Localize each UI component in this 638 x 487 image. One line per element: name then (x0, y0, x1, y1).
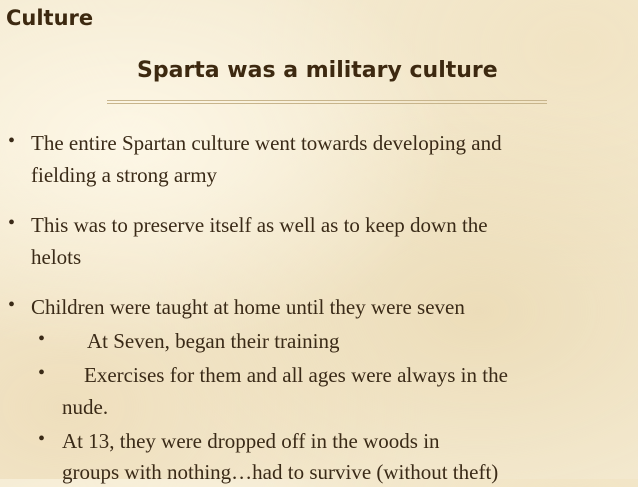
sub-bullet-text: groups with nothing…had to survive (without theft) (62, 460, 499, 484)
bullet-text: The entire Spartan culture went towards developing and (31, 131, 502, 155)
bullet-text: This was to preserve itself as well as to keep down the (31, 213, 488, 237)
sub-bullet-text: At 13, they were dropped off in the woods in (62, 429, 440, 453)
section-label: Culture (6, 6, 94, 30)
sub-bullet-marker: • (38, 328, 46, 350)
sub-bullet-text: nude. (62, 395, 109, 419)
sub-bullet-text: Exercises for them and all ages were always in the (84, 363, 508, 387)
sub-bullet-marker: • (38, 362, 46, 384)
bullet-marker: • (8, 294, 16, 316)
bullet-text: helots (31, 245, 82, 269)
sub-bullet-marker: • (38, 428, 46, 450)
bullet-marker: • (8, 130, 16, 152)
bullet-marker: • (8, 212, 16, 234)
slide-title: Sparta was a military culture (137, 58, 498, 83)
sub-bullet-text: At Seven, began their training (87, 329, 340, 353)
title-divider (107, 100, 547, 106)
bullet-text: Children were taught at home until they were seven (31, 295, 465, 319)
bullet-text: fielding a strong army (31, 163, 218, 187)
